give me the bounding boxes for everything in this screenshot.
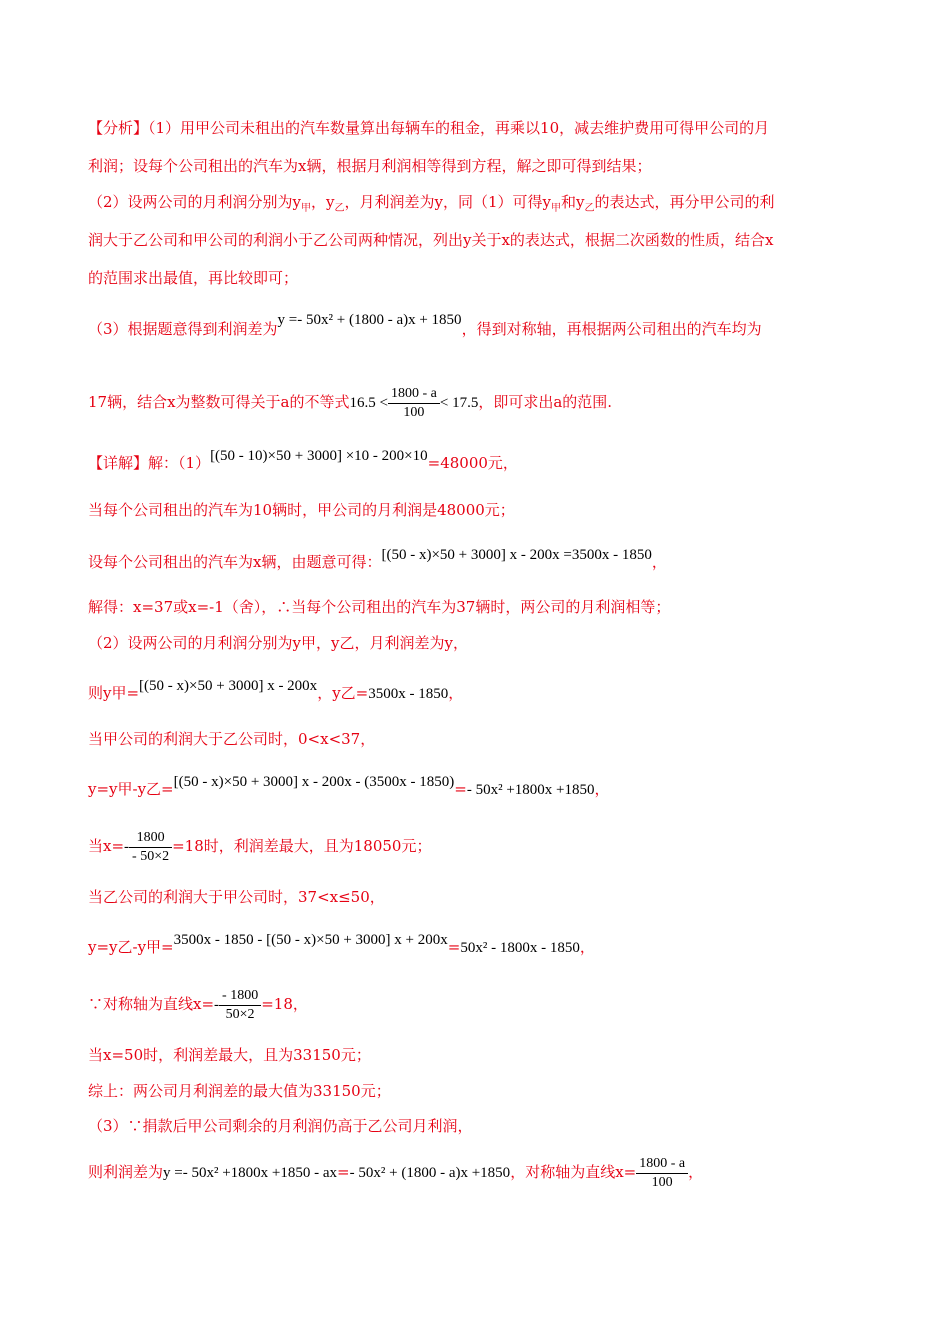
detail-line-6: 则y甲=[(50 - x)×50 + 3000] x - 200x，y乙=3500x - 1850， [88, 678, 464, 702]
detail-label: 【详解】 [88, 454, 149, 472]
detail-line-11: y=y乙-y甲=3500x - 1850 - [(50 - x)×50 + 3000] x + 200x=50x² - 1800x - 1850， [88, 932, 595, 956]
detail-line-13: 当x=50时，利润差最大，且为33150元； [88, 1046, 371, 1064]
analysis-line-1: 【分析】（1）用甲公司未租出的汽车数量算出每辆车的租金，再乘以10，减去维护费用可得甲公司的月 [88, 119, 770, 137]
detail-line-10: 当乙公司的利润大于甲公司时，37<x≤50， [88, 888, 385, 906]
detail-line-15: （3）∵捐款后甲公司剩余的月利润仍高于乙公司月利润， [88, 1117, 473, 1135]
fraction-vertex-2: $\frac{- 1800}{50\times 2}$ [219, 987, 261, 1024]
detail-line-7: 当甲公司的利润大于乙公司时，0<x<37， [88, 730, 376, 748]
detail-line-5: （2）设两公司的月利润分别为y甲，y乙，月利润差为y， [88, 634, 468, 652]
detail-line-3: 设每个公司租出的汽车为x辆，由题意可得：[(50 - x)×50 + 3000] x - 200x =3500x - 1850， [88, 547, 667, 571]
detail-line-2: 当每个公司租出的汽车为10辆时，甲公司的月利润是48000元； [88, 501, 515, 519]
fraction-axis: $\frac{1800 - a}{100}$ [388, 385, 440, 422]
analysis-line-2: 利润；设每个公司租出的汽车为x辆，根据月利润相等得到方程，解之即可得到结果； [88, 157, 652, 175]
analysis-line-6: （3）根据题意得到利润差为y =- 50x² + (1800 - a)x + 1850，得到对称轴，再根据两公司租出的汽车均为 [88, 312, 762, 338]
detail-line-4: 解得：x=37或x=-1（舍），∴当每个公司租出的汽车为37辆时，两公司的月利润相等； [88, 598, 671, 616]
fraction-axis-final: $\frac{1800 - a}{100}$ [636, 1155, 688, 1192]
analysis-label: 【分析】 [88, 119, 149, 137]
fraction-vertex-1: $\frac{1800}{- 50\times 2}$ [129, 829, 172, 866]
detail-line-9: 当x=- $\frac{1800}{- 50\times 2}$ =18时，利润差最大，且为18050元； [88, 829, 432, 864]
analysis-line-5: 的范围求出最值，再比较即可； [88, 269, 299, 287]
detail-line-8: y=y甲-y乙=[(50 - x)×50 + 3000] x - 200x - (3500x - 1850)=- 50x² +1800x +1850， [88, 774, 610, 798]
formula-profit-diff: y =- 50x² + (1800 - a)x + 1850 [277, 312, 462, 328]
analysis-line-7: 17辆，结合x为整数可得关于a的不等式16.5 < $\frac{1800 - a}{100}$ < 17.5，即可求出a的范围. [88, 385, 613, 420]
detail-line-1: 【详解】解：（1）[(50 - 10)×50 + 3000] ×10 - 200×10=48000元， [88, 448, 518, 472]
detail-line-14: 综上：两公司月利润差的最大值为33150元； [88, 1082, 391, 1100]
analysis-line-4: 润大于乙公司和甲公司的利润小于乙公司两种情况，列出y关于x的表达式，根据二次函数的性质，结合x [88, 231, 774, 249]
analysis-line-3: （2）设两公司的月利润分别为$y_甲$，$y_乙$，月利润差为y，同（1）可得$y_甲$和$y_乙$的表达式，再分甲公司的利 [88, 193, 775, 214]
detail-line-16: 则利润差为y =- 50x² +1800x +1850 - ax=- 50x² + (1800 - a)x +1850，对称轴为直线x= $\frac{1800 - a}{100}$ ， [88, 1155, 704, 1190]
detail-line-12: ∵对称轴为直线x=- $\frac{- 1800}{50\times 2}$ =18， [88, 987, 308, 1022]
